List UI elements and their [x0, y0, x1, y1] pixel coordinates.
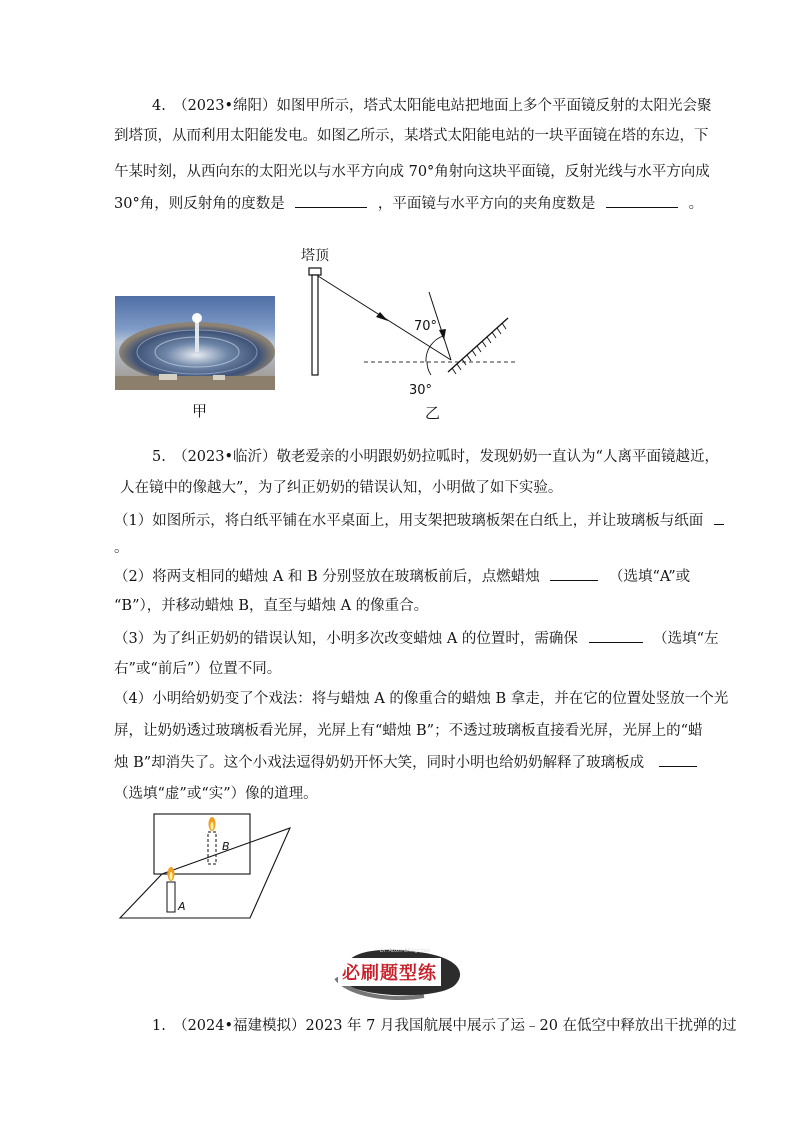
q4-line-4	[114, 193, 703, 214]
label-B: B	[222, 840, 230, 853]
answer-blank-q5-1[interactable]	[714, 510, 724, 525]
q5-line-1: 5. （2023•临沂）敬老爱亲的小明跟奶奶拉呱时，发现奶奶一直认为“人离平面镜越近，	[152, 449, 719, 465]
label-70: 70°	[414, 319, 438, 334]
incident-ray-arrow	[439, 329, 446, 340]
q5-part-4d: （选填“虚”或“实”）像的道理。	[114, 786, 318, 802]
q5-part-4b: 屏，让奶奶透过玻璃板看光屏，光屏上有“蜡烛 B”；不透过玻璃板直接看光屏，光屏上的“蜡	[114, 723, 703, 739]
candle-glass-diagram	[110, 806, 300, 928]
answer-blank-q5-4[interactable]	[659, 752, 697, 767]
label-A: A	[178, 900, 186, 913]
q5-part-3a	[114, 628, 719, 649]
banner-script-text: Dr. Aoxin Ellingchao	[380, 948, 430, 954]
q5-part-2a-tail: （选填“A”或	[609, 569, 691, 585]
answer-blank-q5-2[interactable]	[550, 566, 598, 581]
banner-title: 必刷题型练	[338, 958, 441, 986]
caption-jia: 甲	[192, 402, 208, 420]
q5-part-2a	[114, 566, 690, 587]
q5-part-4c-text: 烛 B”却消失了。这个小戏法逗得奶奶开怀大笑，同时小明也给奶奶解释了玻璃板成	[114, 755, 645, 771]
q5-part-1-text: （1）如图所示，将白纸平铺在水平桌面上，用支架把玻璃板架在白纸上，并让玻璃板与纸面	[114, 513, 704, 529]
q5-part-4c	[114, 752, 697, 773]
q4-line-4-end: 。	[688, 196, 704, 212]
angle-arc-30	[427, 362, 431, 375]
q5-part-1	[114, 510, 724, 531]
q4-line-4-text-a: 30°角，则反射角的度数是	[114, 196, 285, 212]
tower-body	[312, 275, 318, 375]
answer-blank-reflection-angle[interactable]	[295, 193, 367, 208]
q4-line-2: 到塔顶，从而利用太阳能发电。如图乙所示，某塔式太阳能电站的一块平面镜在塔的东边，下	[114, 128, 709, 144]
answer-blank-mirror-angle[interactable]	[606, 193, 678, 208]
mirror-hatching	[452, 323, 506, 374]
q5-part-3a-tail: （选填“左	[653, 631, 719, 647]
q4-line-4-text-b: ，平面镜与水平方向的夹角度数是	[377, 196, 596, 212]
q5-line-2: 人在镜中的像越大”，为了纠正奶奶的错误认知，小明做了如下实验。	[120, 480, 563, 496]
q5-part-3b: 右”或“前后”）位置不同。	[114, 661, 282, 677]
tower-top-box	[309, 268, 321, 275]
q4-line-1: 4. （2023•绵阳）如图甲所示，塔式太阳能电站把地面上多个平面镜反射的太阳光会聚	[152, 98, 712, 114]
solar-plant-photo	[115, 296, 275, 390]
q1-line-1: 1. （2024•福建模拟）2023 年 7 月我国航展中展示了运﹣20 在低空中释放出干扰弹的过	[152, 1018, 737, 1034]
section-banner	[328, 944, 468, 1000]
candle-b	[208, 832, 216, 864]
q5-part-4a: （4）小明给奶奶变了个戏法：将与蜡烛 A 的像重合的蜡烛 B 拿走，并在它的位置处竖放一个光	[114, 691, 729, 707]
q5-part-2a-text: （2）将两支相同的蜡烛 A 和 B 分别竖放在玻璃板前后，点燃蜡烛	[114, 569, 540, 585]
caption-yi: 乙	[425, 404, 441, 422]
answer-blank-q5-3[interactable]	[589, 628, 643, 643]
paper-sheet	[120, 828, 290, 918]
tower-mirror-diagram	[296, 244, 526, 400]
mirror-surface	[448, 318, 508, 372]
label-tower-top: 塔顶	[301, 248, 329, 264]
q5-part-3a-text: （3）为了纠正奶奶的错误认知，小明多次改变蜡烛 A 的位置时，需确保	[114, 631, 578, 647]
label-30: 30°	[409, 383, 433, 398]
glass-plate	[154, 814, 250, 874]
q5-part-1-end: 。	[114, 540, 129, 556]
candle-a	[167, 882, 175, 912]
q4-line-3: 午某时刻，从西向东的太阳光以与水平方向成 70°角射向这块平面镜，反射光线与水平方向成	[114, 164, 710, 180]
q5-part-2b: “B”），并移动蜡烛 B，直至与蜡烛 A 的像重合。	[114, 598, 429, 614]
